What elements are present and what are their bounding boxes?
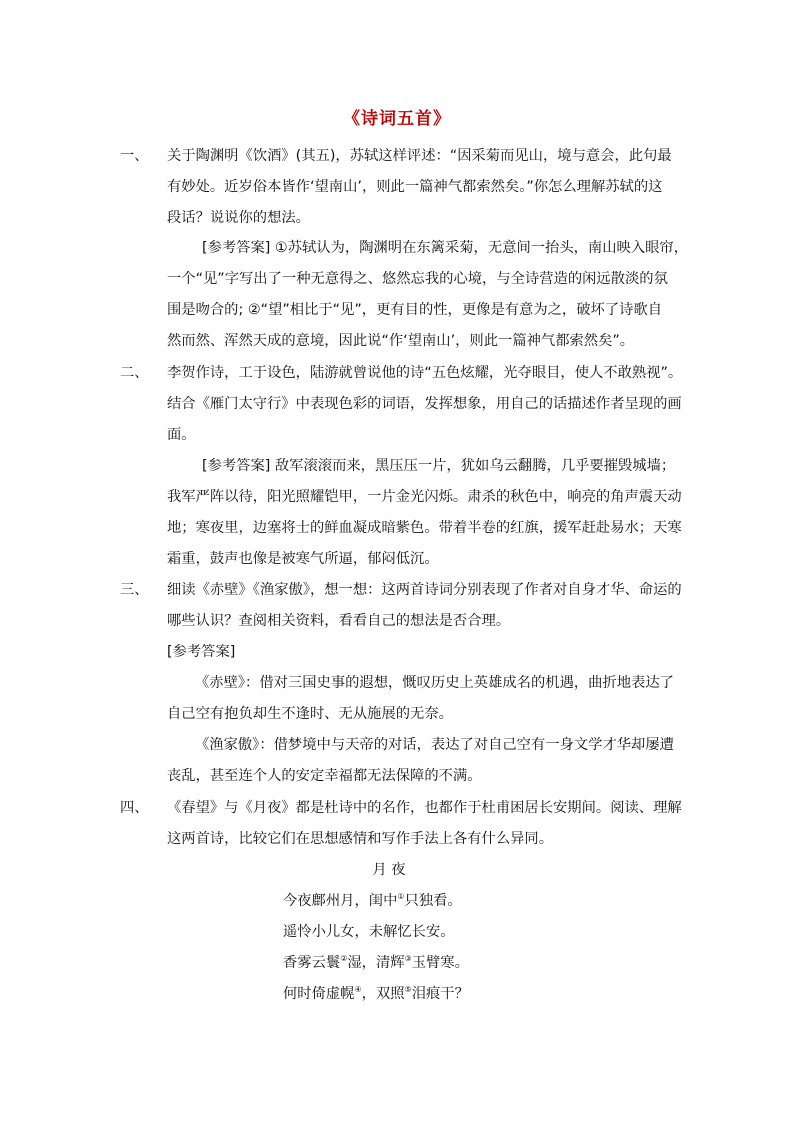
question-number: 一、 [120, 148, 149, 164]
page-title: 《诗词五首》 [343, 109, 451, 129]
question-number: 四、 [120, 800, 149, 816]
answer-text-line: 围是吻合的; ②“望”相比于“见”，更有目的性，更像是有意为之，破坏了诗歌自 [167, 302, 663, 318]
question-text-line: 细读《赤壁》《渔家傲》，想一想：这两首诗词分别表现了作者对自身才华、命运的 [167, 582, 682, 598]
footnote-marker: ① [397, 892, 405, 902]
question-number: 二、 [120, 365, 149, 381]
question-text-line: 哪些认识？查阅相关资料，看看自己的想法是否合理。 [167, 613, 511, 629]
question-text-line: 段话？说说你的想法。 [167, 210, 310, 226]
poem-line: 今夜鄜州月，闺中①只独看。 [283, 892, 462, 909]
poem-title: 月 夜 [372, 862, 406, 878]
question-text-line: 这两首诗，比较它们在思想感情和写作手法上各有什么异同。 [167, 831, 554, 847]
footnote-marker: ② [340, 954, 348, 964]
answer-text-line: 然而然、浑然天成的意境，因此说“作‘望南山’，则此一篇神气都索然矣”。 [167, 333, 635, 349]
answer-text-line: 自己空有抱负却生不逢时、无从施展的无奈。 [167, 706, 453, 722]
answer-text-line: 一个“见”字写出了一种无意得之、悠然忘我的心境，与全诗营造的闲远散淡的氛 [167, 271, 668, 287]
answer-text-line: 我军严阵以待，阳光照耀铠甲，一片金光闪烁。肃杀的秋色中，响亮的角声震天动 [167, 489, 682, 505]
answer-text-line: 霜重，鼓声也像是被寒气所逼，郁闷低沉。 [167, 551, 439, 567]
question-text-line: 关于陶渊明《饮酒》(其五)，苏轼这样评述：“因采菊而见山，境与意会，此句最 [167, 148, 672, 164]
question-text-line: 面。 [167, 427, 196, 443]
answer-text-line: 《赤壁》：借对三国史事的遐想，慨叹历史上英雄成名的机遇，曲折地表达了 [195, 675, 674, 691]
footnote-marker: ⑤ [404, 985, 412, 995]
poem-line: 遥怜小儿女，未解忆长安。 [283, 924, 455, 940]
question-text-line: 有妙处。近岁俗本皆作‘望南山’，则此一篇神气都索然矣。”你怎么理解苏轼的这 [167, 179, 663, 195]
answer-text-line: 丧乱，甚至连个人的安定幸福都无法保障的不满。 [167, 768, 482, 784]
question-text-line: 李贺作诗，工于设色，陆游就曾说他的诗“五色炫耀，光夺眼目，使人不敢熟视”。 [167, 365, 683, 381]
answer-text-line: [参考答案] ①苏轼认为，陶渊明在东篱采菊，无意间一抬头，南山映入眼帘， [202, 240, 689, 256]
footnote-marker: ④ [354, 985, 362, 995]
poem-line: 香雾云鬟②湿，清辉③玉臂寒。 [283, 954, 469, 971]
answer-text-line: [参考答案] 敌军滚滚而来，黑压压一片，犹如乌云翻腾，几乎要摧毁城墙； [202, 458, 676, 474]
answer-label: [参考答案] [167, 644, 236, 660]
footnote-marker: ③ [404, 954, 412, 964]
answer-text-line: 《渔家傲》：借梦境中与天帝的对话，表达了对自己空有一身文学才华却屡遭 [195, 737, 674, 753]
question-text-line: 结合《雁门太守行》中表现色彩的词语，发挥想象，用自己的话描述作者呈现的画 [167, 396, 682, 412]
answer-text-line: 地；寒夜里，边塞将士的鲜血凝成暗紫色。带着半卷的红旗，援军赶赴易水；天寒 [167, 520, 682, 536]
poem-line: 何时倚虚幌④，双照⑤泪痕干？ [283, 985, 469, 1002]
question-number: 三、 [120, 582, 149, 598]
question-text-line: 《春望》与《月夜》都是杜诗中的名作，也都作于杜甫困居长安期间。阅读、理解 [167, 800, 682, 816]
